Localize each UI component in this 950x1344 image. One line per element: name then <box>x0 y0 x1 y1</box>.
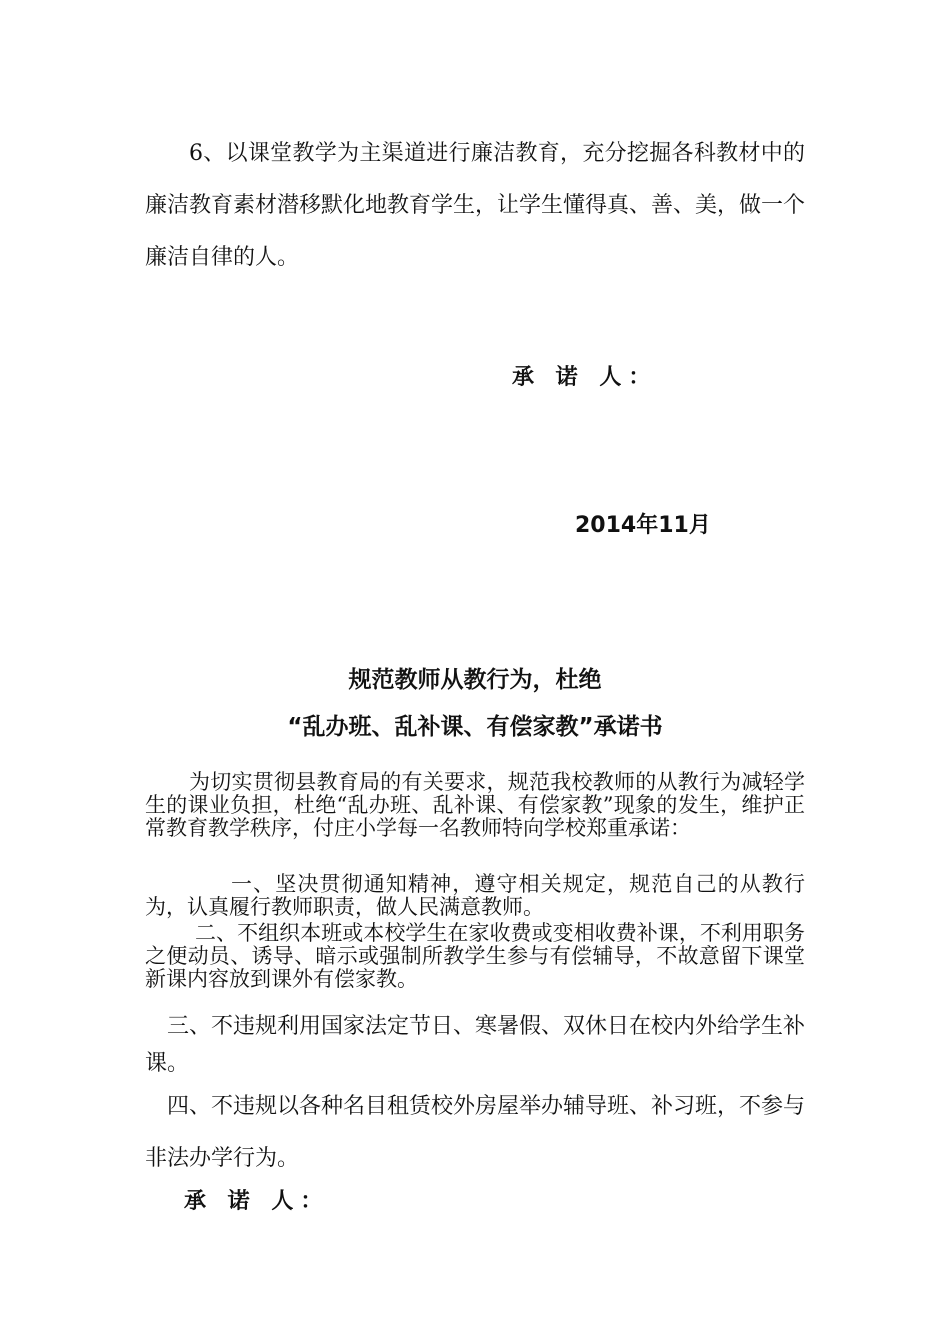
signature-label: 承 诺 人： <box>512 365 658 390</box>
commitment-item-3: 三、不违规利用国家法定节日、寒暑假、双休日在校内外给学生补课。 <box>145 1014 806 1076</box>
document-date: 2014年11月 <box>575 513 711 538</box>
commitment-item-4: 四、不违规以各种名目租赁校外房屋举办辅导班、补习班，不参与非法办学行为。 <box>145 1094 806 1171</box>
document-title-line-1: 规范教师从教行为，杜绝 <box>348 667 602 693</box>
commitment-item-1: 一、坚决贯彻通知精神，遵守相关规定，规范自己的从教行为，认真履行教师职责，做人民满意教师。 <box>145 872 805 919</box>
intro-paragraph: 为切实贯彻县教育局的有关要求，规范我校教师的从教行为减轻学生的课业负担，杜绝“乱办班、乱补课、有偿家教”现象的发生，维护正常教育教学秩序，付庄小学每一名教师特向学校郑重承诺： <box>145 770 805 840</box>
document-title-line-2: “乱办班、乱补课、有偿家教”承诺书 <box>287 714 663 740</box>
commitment-item-6: 6、以课堂教学为主渠道进行廉洁教育，充分挖掘各科教材中的廉洁教育素材潜移默化地教育学生，让学生懂得真、善、美，做一个廉洁自律的人。 <box>145 141 806 270</box>
signature-label: 承 诺 人： <box>184 1189 330 1214</box>
commitment-item-2: 二、不组织本班或本校学生在家收费或变相收费补课，不利用职务之便动员、诱导、暗示或强制所教学生参与有偿辅导，不故意留下课堂新课内容放到课外有偿家教。 <box>145 921 805 991</box>
